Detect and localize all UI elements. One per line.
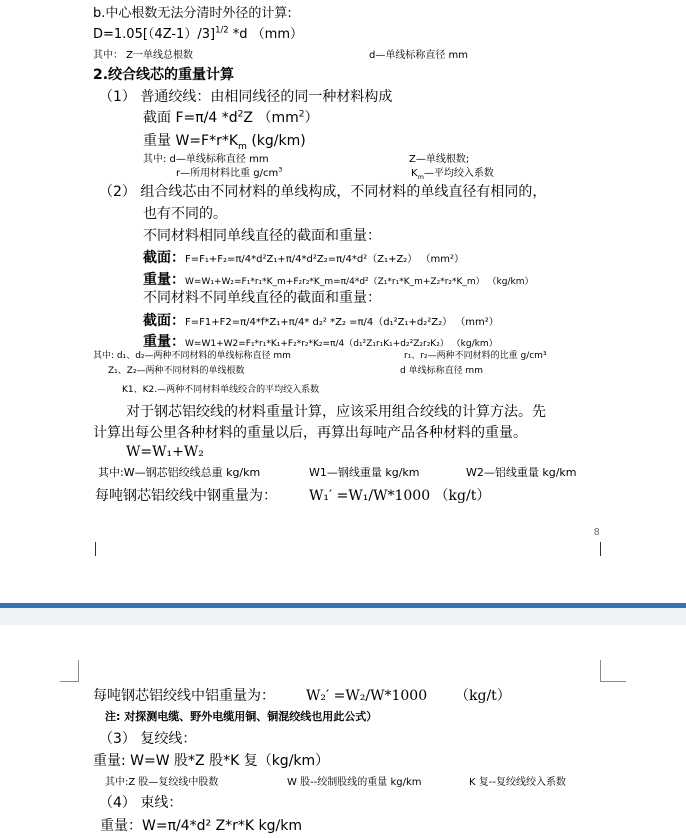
paragraph-line-2: 计算出每公里各种材料的重量以后，再算出每吨产品各种材料的重量。: [93, 425, 527, 441]
item-1-legend-a: 其中: d—单线标称直径 mm Z—单线根数;: [143, 154, 470, 165]
formula-outer-diameter: $D=1.05[(4Z-1)/3]^{1/2}$ *d （mm）: [93, 24, 304, 42]
corner-mark: [60, 681, 79, 682]
item-2-case-b-heading: 不同材料不同单线直径的截面和重量：: [143, 290, 381, 306]
document-page-2: [0, 625, 686, 838]
item-4-heading: （4） 束线：: [99, 795, 183, 811]
section-2-heading: 2.绞合线芯的重量计算: [93, 67, 235, 83]
item-2-case-b-cross-section: 截面：F=F1+F2=π/4*f*Z₁+π/4* d₂² *Z₂ =π/4（d₁²Z₁+d₂²Z₂） （mm²）: [143, 313, 499, 329]
item-1-heading: （1） 普通绞线：由相同线径的同一种材料构成: [99, 89, 393, 105]
note-line: 注: 对探测电缆、野外电缆用铜、铜混绞线也用此公式）: [105, 710, 378, 723]
item-2-legend-a: 其中: d₁、d₂—两种不同材料的单线标称直径 mm r₁、r₂—两种不同材料的比重 g/cm³: [93, 351, 547, 361]
formula-total-weight: W=W₁+W₂: [126, 444, 204, 460]
item-2-heading: （2） 组合线芯由不同材料的单线构成，不同材料的单线直径有相同的，: [99, 184, 547, 200]
item-4-weight: 重量：W=π/4*d² Z*r*K kg/km: [100, 818, 303, 834]
item-1-legend-b: r—所用材料比重 $g/cm^3$ $K_m—$平均绞入系数: [176, 165, 494, 181]
item-3-heading: （3） 复绞线：: [99, 731, 197, 747]
item-2-case-b-weight: 重量：W=W1+W2=F₁*r₁*K₁+F₂*r₂*K₂=π/4（d₁²Z₁r₁K₁+d₂²Z₂r₂K₂） （kg/km）: [143, 334, 498, 350]
item-2-case-a-heading: 不同材料相同单线直径的截面和重量：: [143, 228, 381, 244]
item-3-weight: 重量: W=W 股*Z 股*K 复（kg/km）: [93, 753, 330, 769]
formula-legend-1: 其中： Z一单线总根数 d—单线标称直径 mm: [93, 50, 469, 61]
steel-weight-per-ton: 每吨钢芯铝绞线中钢重量为： W₁′ =W₁/W*1000 （kg/t）: [95, 488, 491, 504]
page-gap: [0, 603, 686, 625]
item-1-weight: 重量 $W=F*r*K_m$ (kg/km): [143, 133, 306, 152]
item-2-case-a-cross-section: 截面：F=F₁+F₂=π/4*d²Z₁+π/4*d²Z₂=π/4*d²（Z₁+Z₂） （mm²）: [143, 250, 464, 266]
formula-legend-weights: 其中:W—钢芯铝绞线总重 kg/km W1—钢线重量 kg/km W2—铝线重量 kg/km: [98, 466, 577, 479]
aluminum-weight-per-ton: 每吨钢芯铝绞线中铝重量为： W₂′ =W₂/W*1000 （kg/t）: [93, 688, 511, 704]
item-2-legend-c: K1、K2.—两种不同材料单线绞合的平均绞入系数: [122, 385, 320, 395]
window-separator: [0, 603, 686, 608]
paragraph-line-1: 对于钢芯铝绞线的材料重量计算，应该采用组合绞线的计算方法。先: [126, 404, 546, 420]
section-b-heading: b.中心根数无法分清时外径的计算:: [93, 6, 292, 21]
corner-mark: [600, 660, 601, 682]
item-2-continuation: 也有不同的。: [143, 206, 227, 222]
item-3-legend: 其中:Z 股—复绞线中股数 W 股--绞制股线的重量 kg/km K 复--复绞线绞入系数: [105, 777, 566, 788]
corner-mark: [600, 681, 626, 682]
page-number: 8: [594, 527, 600, 538]
text-boundary-marker: [95, 542, 96, 556]
item-2-legend-b: Z₁、Z₂—两种不同材料的单线根数 d 单线标称直径 mm: [108, 366, 483, 376]
item-1-cross-section: 截面 F=π/4 $*d^2Z$ $(mm^2)$: [143, 109, 319, 126]
text-boundary-marker: [600, 542, 601, 556]
corner-mark: [78, 660, 79, 682]
item-2-case-a-weight: 重量：W=W₁+W₂=F₁*r₁*K_m+F₂r₂*K_m=π/4*d²（Z₁*r₁*K_m+Z₂*r₂*K_m） （kg/km）: [143, 272, 534, 288]
